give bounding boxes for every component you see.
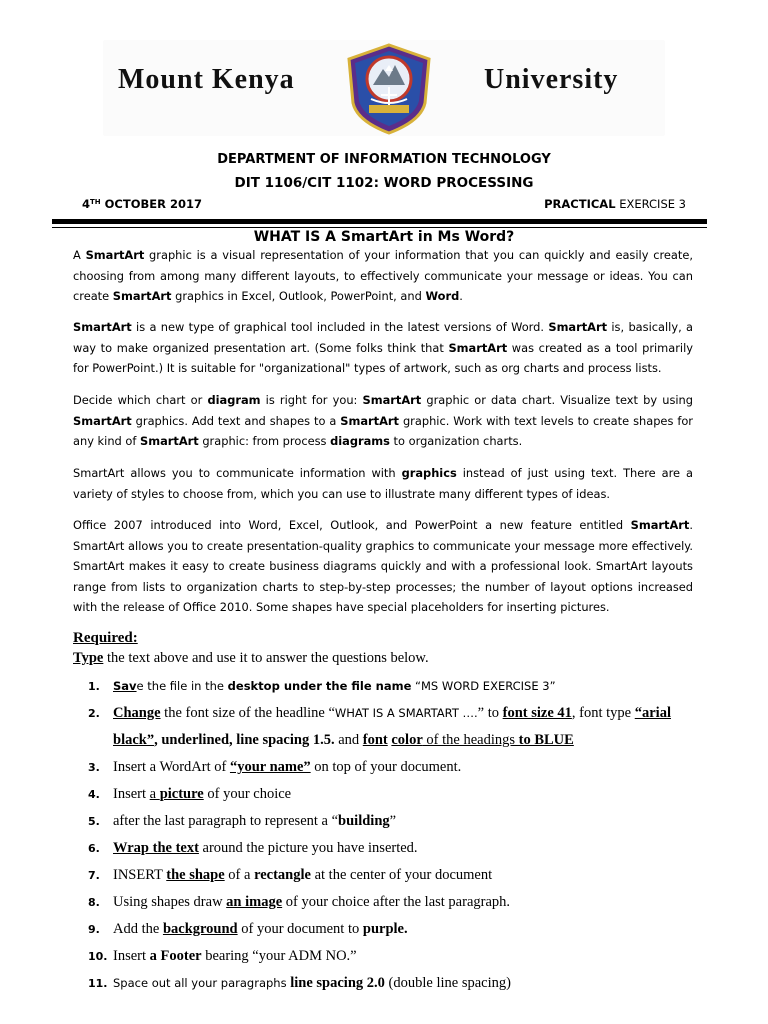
required-heading: Required: — [73, 630, 138, 646]
required-instruction: Type the text above and use it to answer the questions below. — [73, 650, 429, 666]
divider-thin — [52, 227, 707, 228]
exercise-date: 4TH OCTOBER 2017 — [82, 197, 202, 211]
paragraph-5: Office 2007 introduced into Word, Excel, Outlook, and PowerPoint a new feature entitled SmartArt. SmartArt allows you to create presentation-quality graphics to communicate your message more effectively. SmartArt makes it easy to create business diagrams quickly and with a professional look. SmartArt layouts range from lists to organization charts to step-by-step processes; the number of layout options increased with the release of Office 2010. Some shapes have special placeholders for inserting pictures. — [73, 518, 693, 614]
paragraph-4: SmartArt allows you to communicate information with graphics instead of just using text. There are a variety of styles to choose from, which you can use to illustrate many different types of ideas. — [73, 466, 693, 501]
list-item: 8. Using shapes draw an image of your choice after the last paragraph. — [88, 894, 511, 910]
university-name-left: Mount Kenya — [118, 64, 295, 95]
list-item: 10. Insert a Footer bearing “your ADM NO.” — [88, 948, 357, 964]
list-item: 9. Add the background of your document to purple. — [88, 921, 408, 937]
list-item: 11. Space out all your paragraphs line spacing 2.0 (double line spacing) — [88, 975, 511, 991]
paragraph-3: Decide which chart or diagram is right for you: SmartArt graphic or data chart. Visualize text by using SmartArt graphics. Add text and shapes to a SmartArt graphic. Work with text levels to create shapes for any kind of SmartArt graphic: from process diagrams to organization charts. — [73, 393, 694, 448]
list-item: 5. after the last paragraph to represent a “building” — [88, 813, 397, 829]
list-item: 2. Change the font size of the headline “WHAT IS A SMARTART ….” to font size 41, font type “arial black”, underlined, line spacing 1.5. and font color of the headings to BLUE — [88, 705, 671, 748]
list-item: 6. Wrap the text around the picture you have inserted. — [88, 840, 418, 856]
list-item: 7. INSERT the shape of a rectangle at the center of your document — [88, 867, 493, 883]
list-item: 1. Save the file in the desktop under the file name “MS WORD EXERCISE 3” — [88, 679, 556, 693]
university-name-right: University — [484, 64, 619, 95]
list-item: 3. Insert a WordArt of “your name” on top of your document. — [88, 759, 462, 775]
course-heading: DIT 1106/CIT 1102: WORD PROCESSING — [234, 175, 534, 191]
list-item: 4. Insert a picture of your choice — [88, 786, 292, 802]
document-title: WHAT IS A SmartArt in Ms Word? — [253, 229, 515, 245]
department-heading: DEPARTMENT OF INFORMATION TECHNOLOGY — [217, 152, 551, 167]
divider-thick — [52, 219, 707, 224]
paragraph-2: SmartArt is a new type of graphical tool included in the latest versions of Word. SmartArt is, basically, a way to make organized presentation art. (Some folks think that SmartArt was created as a tool primarily for PowerPoint.) It is suitable for "organizational" types of artwork, such as org charts and process lists. — [73, 320, 694, 375]
university-crest-icon — [341, 41, 437, 137]
exercise-label: PRACTICAL EXERCISE 3 — [544, 197, 686, 211]
task-list — [73, 673, 703, 997]
paragraph-1: A SmartArt graphic is a visual representation of your information that you can quickly and easily create, choosing from among many different layouts, to effectively communicate your message or ideas. You can create SmartArt graphics in Excel, Outlook, PowerPoint, and Word. — [73, 248, 693, 303]
